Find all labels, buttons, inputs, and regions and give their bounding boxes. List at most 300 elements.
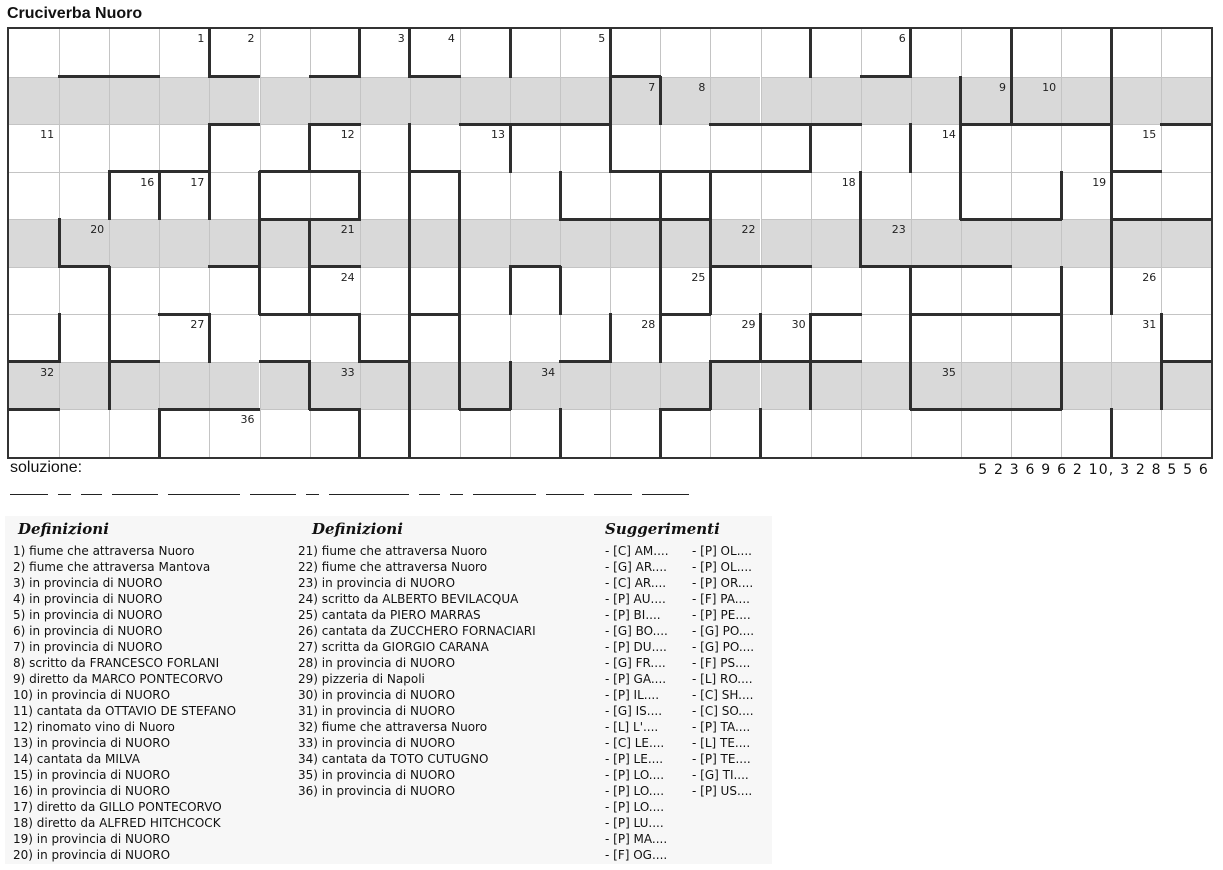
grid-cell[interactable] bbox=[410, 29, 460, 77]
grid-cell[interactable] bbox=[9, 409, 59, 457]
grid-cell[interactable] bbox=[260, 29, 310, 77]
grid-cell[interactable] bbox=[310, 172, 360, 220]
solution-word-blank[interactable] bbox=[81, 494, 102, 495]
grid-cell[interactable] bbox=[510, 172, 560, 220]
suggestion-item: - [F] OG.... bbox=[605, 848, 668, 862]
word-boundary-v bbox=[1060, 313, 1063, 363]
suggestion-item: - [C] AM.... bbox=[605, 544, 669, 558]
word-boundary-h bbox=[509, 123, 561, 126]
grid-cell[interactable] bbox=[610, 172, 660, 220]
grid-cell[interactable] bbox=[961, 314, 1011, 362]
grid-cell[interactable] bbox=[1161, 29, 1211, 77]
word-boundary-v bbox=[358, 313, 361, 363]
grid-cell[interactable] bbox=[310, 29, 360, 77]
grid-cell[interactable] bbox=[360, 409, 410, 457]
clue-number: 7 bbox=[648, 80, 656, 94]
grid-cell[interactable] bbox=[1011, 267, 1061, 315]
grid-cell[interactable] bbox=[660, 362, 710, 410]
grid-cell[interactable] bbox=[159, 314, 209, 362]
grid-cell[interactable] bbox=[209, 77, 259, 125]
word-boundary-v bbox=[609, 313, 612, 363]
grid-cell[interactable] bbox=[360, 172, 410, 220]
grid-cell[interactable] bbox=[861, 267, 911, 315]
grid-cell[interactable] bbox=[260, 362, 310, 410]
grid-cell[interactable] bbox=[811, 314, 861, 362]
grid-cell[interactable] bbox=[410, 267, 460, 315]
grid-cell[interactable] bbox=[1111, 77, 1161, 125]
grid-cell[interactable] bbox=[1111, 219, 1161, 267]
suggestion-item: - [P] MA.... bbox=[605, 832, 668, 846]
grid-cell[interactable] bbox=[410, 409, 460, 457]
suggestion-item: - [P] GA.... bbox=[605, 672, 667, 686]
grid-cell[interactable] bbox=[1161, 267, 1211, 315]
word-boundary-v bbox=[1110, 123, 1113, 173]
grid-cell[interactable] bbox=[761, 362, 811, 410]
suggestion-item: - [P] OR.... bbox=[692, 576, 754, 590]
word-boundary-h bbox=[860, 265, 912, 268]
grid-cell[interactable] bbox=[159, 362, 209, 410]
grid-cell[interactable] bbox=[710, 172, 760, 220]
grid-cell[interactable] bbox=[761, 267, 811, 315]
grid-cell[interactable] bbox=[510, 314, 560, 362]
solution-word-blank[interactable] bbox=[419, 494, 440, 495]
grid-cell[interactable] bbox=[460, 409, 510, 457]
grid-cell[interactable] bbox=[811, 29, 861, 77]
grid-cell[interactable] bbox=[1011, 29, 1061, 77]
grid-cell[interactable] bbox=[310, 219, 360, 267]
definition-item: 14) cantata da MILVA bbox=[13, 752, 140, 766]
word-boundary-h bbox=[309, 123, 361, 126]
grid-cell[interactable] bbox=[710, 77, 760, 125]
grid-cell[interactable] bbox=[1111, 124, 1161, 172]
grid-cell[interactable] bbox=[9, 219, 59, 267]
grid-cell[interactable] bbox=[861, 362, 911, 410]
clue-number: 22 bbox=[741, 223, 756, 236]
grid-cell[interactable] bbox=[1011, 409, 1061, 457]
grid-cell[interactable] bbox=[961, 172, 1011, 220]
word-boundary-v bbox=[308, 266, 311, 316]
grid-cell[interactable] bbox=[1111, 314, 1161, 362]
grid-cell[interactable] bbox=[510, 219, 560, 267]
clue-number: 12 bbox=[340, 128, 355, 141]
word-boundary-h bbox=[208, 75, 260, 78]
grid-cell[interactable] bbox=[610, 29, 660, 77]
grid-cell[interactable] bbox=[710, 362, 760, 410]
solution-word-blank[interactable] bbox=[168, 494, 240, 495]
grid-cell[interactable] bbox=[560, 124, 610, 172]
grid-cell[interactable] bbox=[761, 172, 811, 220]
grid-cell[interactable] bbox=[460, 314, 510, 362]
word-boundary-h bbox=[459, 408, 511, 411]
word-boundary-h bbox=[409, 75, 461, 78]
grid-cell[interactable] bbox=[861, 77, 911, 125]
grid-cell[interactable] bbox=[811, 362, 861, 410]
grid-cell[interactable] bbox=[9, 124, 59, 172]
grid-cell[interactable] bbox=[961, 267, 1011, 315]
grid-cell[interactable] bbox=[260, 409, 310, 457]
grid-cell[interactable] bbox=[660, 172, 710, 220]
grid-cell[interactable] bbox=[761, 219, 811, 267]
grid-cell[interactable] bbox=[9, 362, 59, 410]
grid-cell[interactable] bbox=[861, 314, 911, 362]
grid-cell[interactable] bbox=[761, 77, 811, 125]
grid-cell[interactable] bbox=[861, 29, 911, 77]
word-boundary-v bbox=[659, 313, 662, 363]
word-boundary-v bbox=[909, 123, 912, 173]
suggestions-header: Suggerimenti bbox=[605, 520, 720, 538]
grid-cell[interactable] bbox=[861, 124, 911, 172]
word-boundary-h bbox=[108, 360, 160, 363]
grid-cell[interactable] bbox=[560, 409, 610, 457]
suggestion-item: - [G] FR.... bbox=[605, 656, 666, 670]
grid-cell[interactable] bbox=[911, 29, 961, 77]
grid-cell[interactable] bbox=[59, 267, 109, 315]
word-boundary-v bbox=[458, 266, 461, 316]
grid-cell[interactable] bbox=[209, 362, 259, 410]
clue-number: 10 bbox=[1042, 80, 1057, 94]
grid-cell[interactable] bbox=[360, 267, 410, 315]
grid-cell[interactable] bbox=[1011, 124, 1061, 172]
grid-cell[interactable] bbox=[260, 314, 310, 362]
grid-cell[interactable] bbox=[510, 409, 560, 457]
solution-word-blank[interactable] bbox=[473, 494, 536, 495]
grid-cell[interactable] bbox=[59, 124, 109, 172]
grid-cell[interactable] bbox=[360, 314, 410, 362]
grid-cell[interactable] bbox=[710, 29, 760, 77]
grid-cell[interactable] bbox=[1111, 172, 1161, 220]
grid-cell[interactable] bbox=[710, 409, 760, 457]
grid-cell[interactable] bbox=[410, 124, 460, 172]
grid-cell[interactable] bbox=[59, 29, 109, 77]
grid-cell[interactable] bbox=[1161, 172, 1211, 220]
grid-cell[interactable] bbox=[610, 77, 660, 125]
grid-cell[interactable] bbox=[911, 314, 961, 362]
grid-cell[interactable] bbox=[610, 362, 660, 410]
grid-cell[interactable] bbox=[1061, 409, 1111, 457]
grid-cell[interactable] bbox=[1161, 409, 1211, 457]
definition-item: 23) in provincia di NUORO bbox=[298, 576, 456, 590]
solution-word-blank[interactable] bbox=[546, 494, 584, 495]
grid-cell[interactable] bbox=[710, 219, 760, 267]
grid-cell[interactable] bbox=[159, 267, 209, 315]
solution-word-blank[interactable] bbox=[112, 494, 158, 495]
grid-cell[interactable] bbox=[1061, 362, 1111, 410]
grid-cell[interactable] bbox=[961, 29, 1011, 77]
grid-cell[interactable] bbox=[510, 362, 560, 410]
grid-cell[interactable] bbox=[109, 29, 159, 77]
grid-cell[interactable] bbox=[961, 219, 1011, 267]
grid-cell[interactable] bbox=[911, 124, 961, 172]
word-boundary-h bbox=[960, 265, 1012, 268]
word-boundary-h bbox=[910, 313, 962, 316]
grid-cell[interactable] bbox=[1061, 77, 1111, 125]
grid-cell[interactable] bbox=[560, 267, 610, 315]
grid-cell[interactable] bbox=[1011, 219, 1061, 267]
solution-word-blank[interactable] bbox=[642, 494, 688, 495]
grid-cell[interactable] bbox=[660, 267, 710, 315]
word-boundary-h bbox=[409, 313, 461, 316]
grid-cell[interactable] bbox=[660, 409, 710, 457]
grid-cell[interactable] bbox=[710, 267, 760, 315]
grid-cell[interactable] bbox=[209, 124, 259, 172]
grid-cell[interactable] bbox=[360, 124, 410, 172]
definition-item: 20) in provincia di NUORO bbox=[13, 848, 171, 862]
grid-cell[interactable] bbox=[59, 219, 109, 267]
grid-cell[interactable] bbox=[911, 219, 961, 267]
definition-item: 2) fiume che attraversa Mantova bbox=[13, 560, 211, 574]
grid-cell[interactable] bbox=[1161, 77, 1211, 125]
grid-cell[interactable] bbox=[310, 362, 360, 410]
solution-word-blank[interactable] bbox=[450, 494, 463, 495]
grid-cell[interactable] bbox=[410, 219, 460, 267]
grid-cell[interactable] bbox=[109, 409, 159, 457]
grid-cell[interactable] bbox=[260, 267, 310, 315]
clue-number: 3 bbox=[397, 32, 405, 45]
definition-item: 6) in provincia di NUORO bbox=[13, 624, 163, 638]
word-boundary-h bbox=[1160, 360, 1212, 363]
grid-cell[interactable] bbox=[360, 77, 410, 125]
grid-cell[interactable] bbox=[761, 409, 811, 457]
grid-cell[interactable] bbox=[1161, 314, 1211, 362]
grid-cell[interactable] bbox=[1011, 314, 1061, 362]
grid-cell[interactable] bbox=[811, 219, 861, 267]
grid-cell[interactable] bbox=[159, 124, 209, 172]
grid-cell[interactable] bbox=[209, 409, 259, 457]
word-boundary-h bbox=[659, 313, 711, 316]
grid-cell[interactable] bbox=[159, 77, 209, 125]
grid-cell[interactable] bbox=[410, 362, 460, 410]
grid-cell[interactable] bbox=[460, 29, 510, 77]
page-title: Cruciverba Nuoro bbox=[7, 5, 143, 22]
grid-cell[interactable] bbox=[761, 314, 811, 362]
grid-cell[interactable] bbox=[1011, 77, 1061, 125]
word-boundary-h bbox=[158, 313, 210, 316]
grid-cell[interactable] bbox=[410, 77, 460, 125]
grid-cell[interactable] bbox=[109, 77, 159, 125]
grid-cell[interactable] bbox=[159, 219, 209, 267]
grid-cell[interactable] bbox=[911, 362, 961, 410]
grid-cell[interactable] bbox=[560, 29, 610, 77]
grid-cell[interactable] bbox=[510, 124, 560, 172]
grid-cell[interactable] bbox=[460, 77, 510, 125]
word-boundary-v bbox=[959, 76, 962, 126]
word-boundary-h bbox=[609, 75, 661, 78]
grid-cell[interactable] bbox=[610, 267, 660, 315]
solution-word-blank[interactable] bbox=[594, 494, 632, 495]
grid-cell[interactable] bbox=[510, 29, 560, 77]
grid-cell[interactable] bbox=[109, 314, 159, 362]
grid-cell[interactable] bbox=[9, 77, 59, 125]
grid-cell[interactable] bbox=[109, 219, 159, 267]
suggestion-item: - [P] DU.... bbox=[605, 640, 667, 654]
grid-cell[interactable] bbox=[9, 172, 59, 220]
grid-cell[interactable] bbox=[360, 29, 410, 77]
grid-cell[interactable] bbox=[9, 314, 59, 362]
grid-cell[interactable] bbox=[1111, 29, 1161, 77]
grid-cell[interactable] bbox=[660, 77, 710, 125]
word-boundary-v bbox=[1110, 28, 1113, 78]
word-boundary-h bbox=[509, 265, 561, 268]
grid-cell[interactable] bbox=[109, 172, 159, 220]
grid-cell[interactable] bbox=[260, 172, 310, 220]
grid-cell[interactable] bbox=[1111, 267, 1161, 315]
grid-cell[interactable] bbox=[260, 77, 310, 125]
grid-cell[interactable] bbox=[710, 314, 760, 362]
solution-word-blank[interactable] bbox=[250, 494, 296, 495]
definition-item: 8) scritto da FRANCESCO FORLANI bbox=[13, 656, 220, 670]
clue-number: 24 bbox=[340, 270, 355, 284]
suggestion-item: - [P] TE.... bbox=[692, 752, 751, 766]
grid-cell[interactable] bbox=[610, 124, 660, 172]
grid-cell[interactable] bbox=[209, 29, 259, 77]
definition-item: 27) scritta da GIORGIO CARANA bbox=[298, 640, 489, 654]
word-boundary-v bbox=[308, 361, 311, 411]
definition-item: 24) scritto da ALBERTO BEVILACQUA bbox=[298, 592, 519, 606]
grid-cell[interactable] bbox=[109, 267, 159, 315]
grid-cell[interactable] bbox=[811, 267, 861, 315]
grid-cell[interactable] bbox=[811, 409, 861, 457]
word-boundary-v bbox=[909, 313, 912, 363]
grid-cell[interactable] bbox=[811, 77, 861, 125]
word-boundary-h bbox=[309, 313, 361, 316]
solution-word-blank[interactable] bbox=[306, 494, 319, 495]
grid-cell[interactable] bbox=[460, 219, 510, 267]
grid-cell[interactable] bbox=[1111, 409, 1161, 457]
grid-cell[interactable] bbox=[911, 409, 961, 457]
grid-cell[interactable] bbox=[610, 314, 660, 362]
grid-cell[interactable] bbox=[911, 77, 961, 125]
grid-cell[interactable] bbox=[159, 29, 209, 77]
grid-cell[interactable] bbox=[961, 409, 1011, 457]
grid-cell[interactable] bbox=[811, 124, 861, 172]
clue-number: 29 bbox=[741, 318, 756, 331]
grid-cell[interactable] bbox=[660, 29, 710, 77]
clue-number: 20 bbox=[90, 223, 105, 236]
grid-cell[interactable] bbox=[560, 77, 610, 125]
suggestion-item: - [P] BI.... bbox=[605, 608, 661, 622]
suggestion-item: - [P] LE.... bbox=[605, 752, 664, 766]
grid-cell[interactable] bbox=[410, 314, 460, 362]
grid-cell[interactable] bbox=[1161, 219, 1211, 267]
grid-cell[interactable] bbox=[410, 172, 460, 220]
grid-cell[interactable] bbox=[761, 124, 811, 172]
grid-cell[interactable] bbox=[961, 77, 1011, 125]
grid-cell[interactable] bbox=[59, 362, 109, 410]
grid-cell[interactable] bbox=[560, 362, 610, 410]
word-boundary-h bbox=[709, 170, 761, 173]
grid-cell[interactable] bbox=[109, 362, 159, 410]
grid-cell[interactable] bbox=[710, 124, 760, 172]
grid-cell[interactable] bbox=[1111, 362, 1161, 410]
definition-item: 32) fiume che attraversa Nuoro bbox=[298, 720, 488, 734]
grid-cell[interactable] bbox=[861, 172, 911, 220]
word-boundary-v bbox=[1110, 171, 1113, 221]
grid-cell[interactable] bbox=[9, 267, 59, 315]
grid-cell[interactable] bbox=[660, 314, 710, 362]
grid-cell[interactable] bbox=[1061, 314, 1111, 362]
grid-cell[interactable] bbox=[260, 219, 310, 267]
grid-cell[interactable] bbox=[310, 124, 360, 172]
grid-cell[interactable] bbox=[59, 314, 109, 362]
grid-cell[interactable] bbox=[1061, 172, 1111, 220]
grid-cell[interactable] bbox=[310, 77, 360, 125]
grid-cell[interactable] bbox=[660, 124, 710, 172]
grid-cell[interactable] bbox=[159, 172, 209, 220]
grid-cell[interactable] bbox=[961, 362, 1011, 410]
clue-number: 13 bbox=[490, 128, 505, 141]
grid-cell[interactable] bbox=[1161, 362, 1211, 410]
word-boundary-v bbox=[509, 266, 512, 316]
grid-cell[interactable] bbox=[59, 77, 109, 125]
grid-cell[interactable] bbox=[260, 124, 310, 172]
grid-cell[interactable] bbox=[560, 172, 610, 220]
grid-cell[interactable] bbox=[1161, 124, 1211, 172]
grid-cell[interactable] bbox=[460, 267, 510, 315]
grid-cell[interactable] bbox=[610, 409, 660, 457]
grid-cell[interactable] bbox=[209, 172, 259, 220]
grid-cell[interactable] bbox=[360, 362, 410, 410]
grid-cell[interactable] bbox=[861, 409, 911, 457]
grid-cell[interactable] bbox=[560, 219, 610, 267]
clue-number: 16 bbox=[140, 175, 155, 189]
solution-word-blank[interactable] bbox=[329, 494, 409, 495]
suggestion-item: - [G] PO.... bbox=[692, 624, 755, 638]
grid-cell[interactable] bbox=[1011, 172, 1061, 220]
word-boundary-h bbox=[1010, 408, 1062, 411]
grid-cell[interactable] bbox=[310, 267, 360, 315]
grid-cell[interactable] bbox=[310, 314, 360, 362]
grid-cell[interactable] bbox=[1011, 362, 1061, 410]
grid-cell[interactable] bbox=[159, 409, 209, 457]
grid-cell[interactable] bbox=[610, 219, 660, 267]
grid-cell[interactable] bbox=[209, 219, 259, 267]
word-boundary-v bbox=[458, 218, 461, 268]
grid-cell[interactable] bbox=[59, 409, 109, 457]
grid-cell[interactable] bbox=[961, 124, 1011, 172]
grid-cell[interactable] bbox=[460, 362, 510, 410]
solution-word-blank[interactable] bbox=[10, 494, 48, 495]
grid-cell[interactable] bbox=[560, 314, 610, 362]
grid-cell[interactable] bbox=[460, 172, 510, 220]
grid-cell[interactable] bbox=[1061, 124, 1111, 172]
grid-cell[interactable] bbox=[1061, 29, 1111, 77]
grid-cell[interactable] bbox=[310, 409, 360, 457]
grid-cell[interactable] bbox=[911, 267, 961, 315]
grid-cell[interactable] bbox=[811, 172, 861, 220]
grid-cell[interactable] bbox=[510, 267, 560, 315]
grid-cell[interactable] bbox=[9, 29, 59, 77]
word-boundary-h bbox=[860, 75, 912, 78]
grid-cell[interactable] bbox=[911, 172, 961, 220]
grid-cell[interactable] bbox=[1061, 267, 1111, 315]
grid-cell[interactable] bbox=[761, 29, 811, 77]
word-boundary-v bbox=[408, 266, 411, 316]
grid-cell[interactable] bbox=[59, 172, 109, 220]
solution-word-blank[interactable] bbox=[58, 494, 71, 495]
grid-cell[interactable] bbox=[660, 219, 710, 267]
grid-cell[interactable] bbox=[510, 77, 560, 125]
grid-cell[interactable] bbox=[861, 219, 911, 267]
word-boundary-v bbox=[158, 408, 161, 458]
word-boundary-h bbox=[1160, 123, 1212, 126]
word-boundary-h bbox=[1160, 218, 1212, 221]
grid-cell[interactable] bbox=[460, 124, 510, 172]
grid-cell[interactable] bbox=[209, 267, 259, 315]
grid-cell[interactable] bbox=[109, 124, 159, 172]
grid-cell[interactable] bbox=[209, 314, 259, 362]
grid-cell[interactable] bbox=[360, 219, 410, 267]
grid-cell[interactable] bbox=[1061, 219, 1111, 267]
